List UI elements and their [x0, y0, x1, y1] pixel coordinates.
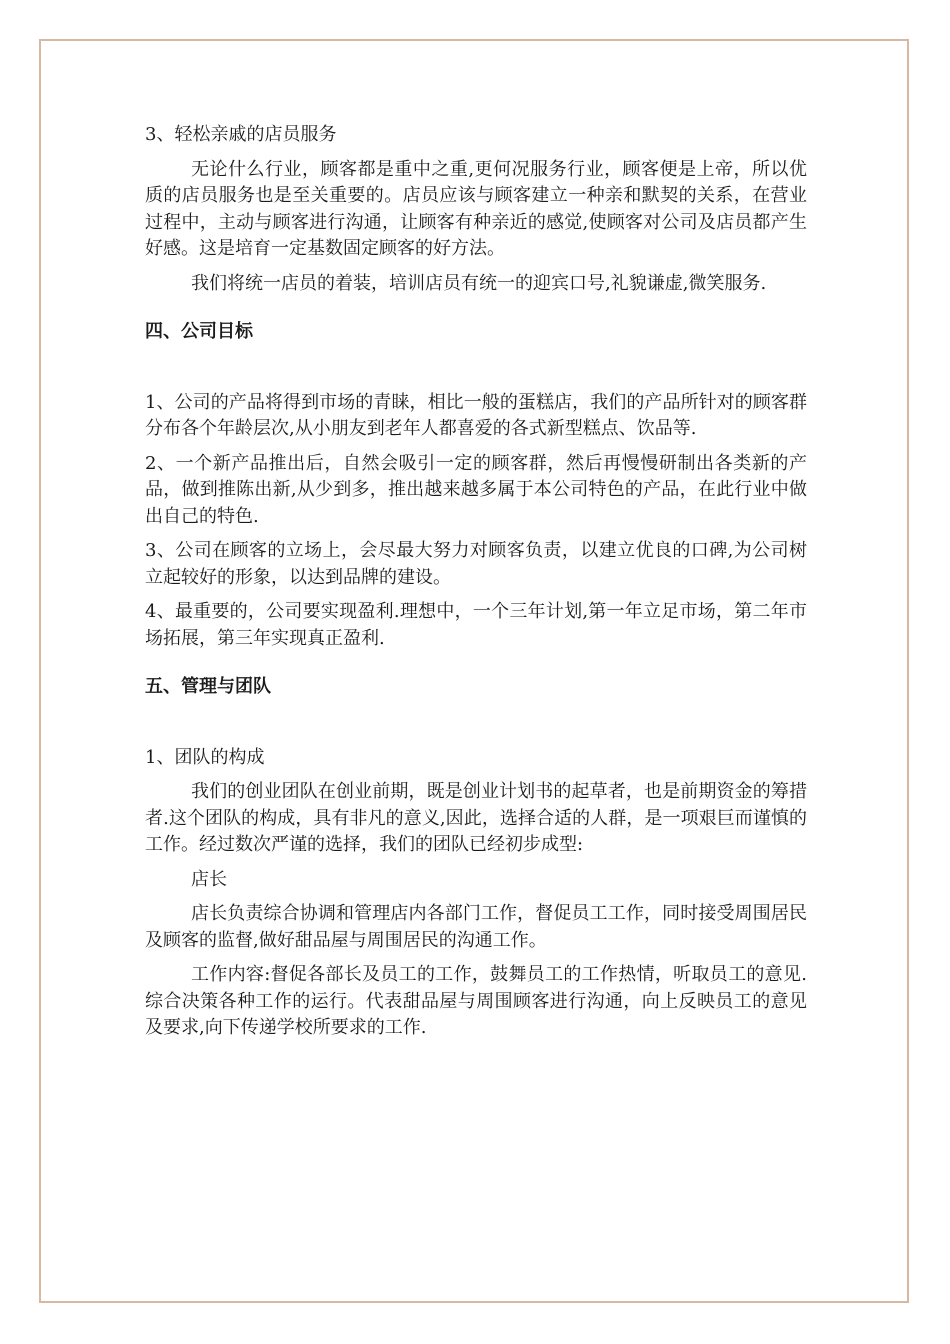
goal-item-2: 2、一个新产品推出后，自然会吸引一定的顾客群，然后再慢慢研制出各类新的产品，做到推陈出新,从少到多，推出越来越多属于本公司特色的产品，在此行业中做出自己的特色. — [145, 452, 807, 527]
heading-company-goals: 四、公司目标 — [145, 321, 253, 342]
heading-management-team: 五、管理与团队 — [145, 676, 271, 697]
goal-item-1: 1、公司的产品将得到市场的青睐，相比一般的蛋糕店，我们的产品所针对的顾客群分布各个年龄层次,从小朋友到老年人都喜爱的各式新型糕点、饮品等. — [145, 391, 807, 439]
team-structure-title: 1、团队的构成 — [145, 746, 265, 768]
paragraph: 无论什么行业，顾客都是重中之重,更何况服务行业，顾客便是上帝，所以优质的店员服务也是至关重要的。店员应该与顾客建立一种亲和默契的关系，在营业过程中，主动与顾客进行沟通，让顾客有种亲近的感觉,使顾客对公司及店员都产生好感。这是培育一定基数固定顾客的好方法。 — [145, 158, 807, 259]
section-3-title: 3、轻松亲戚的店员服务 — [145, 124, 337, 145]
goal-item-4: 4、最重要的，公司要实现盈利.理想中，一个三年计划,第一年立足市场，第二年市场拓展，第三年实现真正盈利. — [145, 601, 807, 649]
paragraph: 我们将统一店员的着装，培训店员有统一的迎宾口号,礼貌谦虚,微笑服务. — [191, 272, 767, 294]
document-body — [145, 122, 807, 1050]
role-title: 店长 — [191, 868, 227, 890]
paragraph: 工作内容:督促各部长及员工的工作，鼓舞员工的工作热情，听取员工的意见.综合决策各种工作的运行。代表甜品屋与周围顾客进行沟通，向上反映员工的意见及要求,向下传递学校所要求的工作. — [145, 964, 807, 1038]
paragraph: 店长负责综合协调和管理店内各部门工作，督促员工工作，同时接受周围居民及顾客的监督,做好甜品屋与周围居民的沟通工作。 — [145, 903, 807, 951]
paragraph: 我们的创业团队在创业前期，既是创业计划书的起草者，也是前期资金的筹措者.这个团队的构成，具有非凡的意义,因此，选择合适的人群，是一项艰巨而谨慎的工作。经过数次严谨的选择，我们的团队已经初步成型: — [145, 781, 807, 855]
goal-item-3: 3、公司在顾客的立场上，会尽最大努力对顾客负责，以建立优良的口碑,为公司树立起较好的形象，以达到品牌的建设。 — [145, 540, 807, 588]
